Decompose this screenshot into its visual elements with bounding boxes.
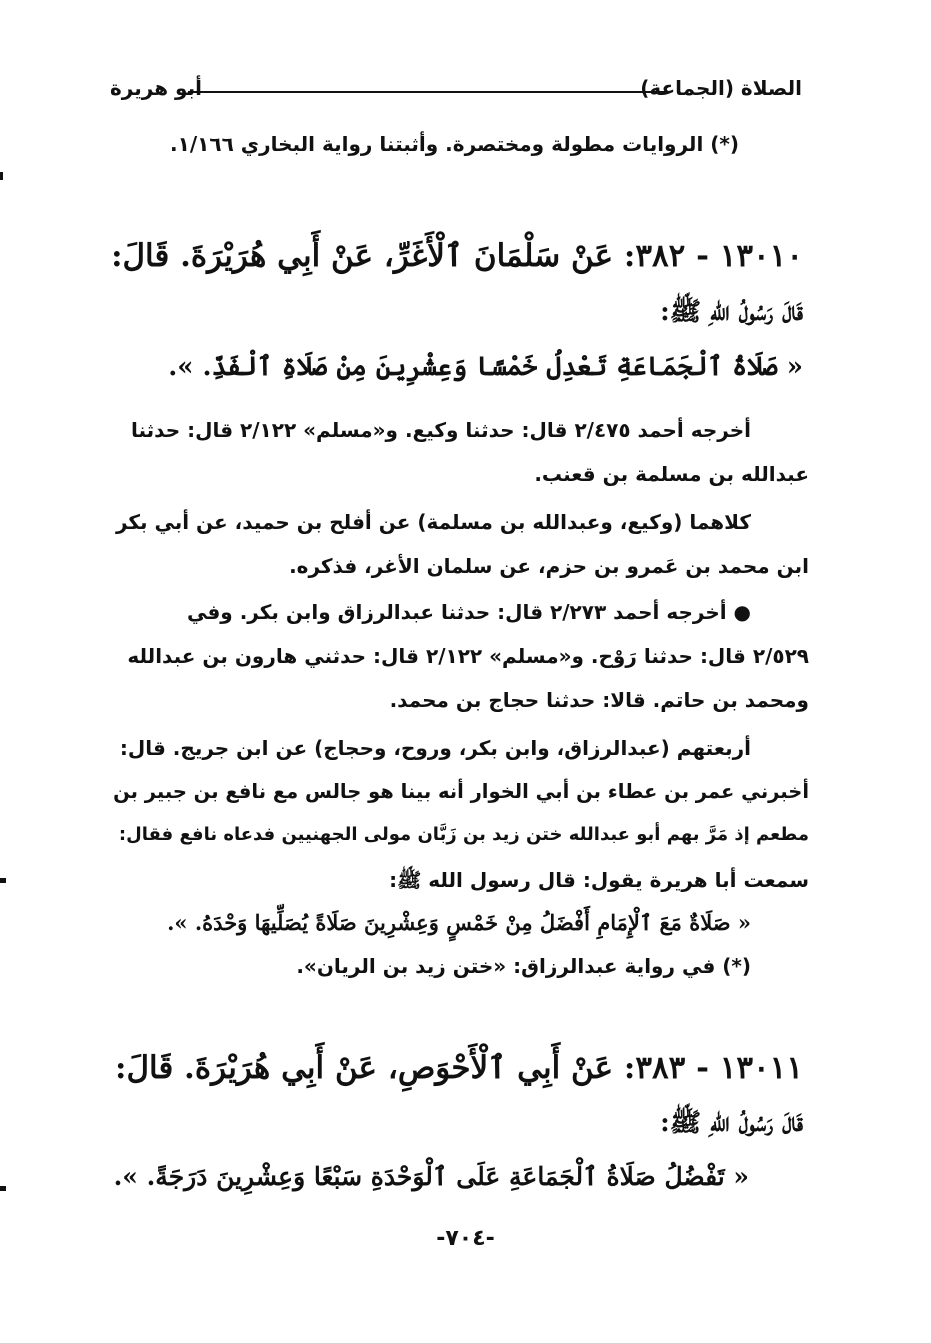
- takhrij-line: ومحمد بن حاتم. قالا: حدثنا حجاج بن محمد.: [389, 688, 809, 712]
- hadith-matn-secondary: « صَلَاةٌ مَعَ ٱلْإِمَامِ أَفْضَلُ مِنْ خَمْسٍ وَعِشْرِينَ صَلَاةً يُصَلِّيهَا وَحْدَهُ. ».: [167, 910, 751, 935]
- takhrij-line: سمعت أبا هريرة يقول: قال رسول الله ﷺ:: [389, 868, 809, 892]
- hadith-matn: « تَفْضُلُ صَلَاةُ ٱلْجَمَاعَةِ عَلَى ٱلْوَحْدَةِ سَبْعًا وَعِشْرِينَ دَرَجَةً. ».: [113, 1162, 749, 1191]
- top-footnote: (*) الروايات مطولة ومختصرة. وأثبتنا رواية البخاري ١/١٦٦.: [170, 132, 739, 156]
- hadith-footnote: (*) في رواية عبدالرزاق: «ختن زيد بن الريان».: [296, 954, 751, 978]
- chapter-title: الصلاة (الجماعة): [640, 76, 802, 100]
- takhrij-line: أخرجه أحمد ٢/٤٧٥ قال: حدثنا وكيع. و«مسلم» ٢/١٢٢ قال: حدثنا: [130, 418, 751, 442]
- takhrij-line: ابن محمد بن عَمرو بن حزم، عن سلمان الأغر، فذكره.: [289, 554, 809, 578]
- takhrij-line: أربعتهم (عبدالرزاق، وابن بكر، وروح، وحجاج) عن ابن جريج. قال:: [119, 736, 751, 760]
- takhrij-line: عبدالله بن مسلمة بن قعنب.: [534, 462, 809, 486]
- takhrij-line: كلاهما (وكيع، وعبدالله بن مسلمة) عن أفلح بن حميد، عن أبي بكر: [115, 510, 751, 534]
- hadith-qala: قَالَ رَسُولُ اللهِ ﷺ:: [660, 297, 803, 327]
- hadith-matn: « صَلَاةُ ٱلْجَمَاعَةِ تَعْدِلُ خَمْسًا وَعِشْرِينَ مِنْ صَلَاةِ ٱلْفَذِّ. ».: [168, 352, 803, 382]
- narrator-title: أبو هريرة: [110, 76, 202, 100]
- scan-edge-mark: [0, 172, 3, 180]
- scan-edge-mark: [0, 878, 6, 883]
- header-rule: [188, 91, 667, 93]
- takhrij-line: ٢/٥٢٩ قال: حدثنا رَوْح. و«مسلم» ٢/١٢٢ قال: حدثني هارون بن عبدالله: [127, 644, 809, 668]
- running-header: [110, 74, 802, 108]
- hadith-qala: قَالَ رَسُولُ اللهِ ﷺ:: [660, 1108, 803, 1138]
- takhrij-line: أخبرني عمر بن عطاء بن أبي الخوار أنه بينا هو جالس مع نافع بن جبير بن: [113, 780, 809, 803]
- page-number: -٧٠٤-: [436, 1226, 495, 1251]
- takhrij-line: ● أخرجه أحمد ٢/٢٧٣ قال: حدثنا عبدالرزاق وابن بكر. وفي: [186, 600, 751, 624]
- hadith-isnad: ١٣٠١١ - ٣٨٣: عَنْ أَبِي ٱلْأَحْوَصِ، عَنْ أَبِي هُرَيْرَةَ. قَالَ:: [115, 1050, 803, 1086]
- hadith-isnad: ١٣٠١٠ - ٣٨٢: عَنْ سَلْمَانَ ٱلْأَغَرِّ، عَنْ أَبِي هُرَيْرَةَ. قَالَ:: [111, 238, 803, 274]
- scan-edge-mark: [0, 1186, 6, 1191]
- takhrij-line: مطعم إذ مَرَّ بهم أبو عبدالله ختن زيد بن زَبَّان مولى الجهنيين فدعاه نافع فقال:: [118, 824, 809, 845]
